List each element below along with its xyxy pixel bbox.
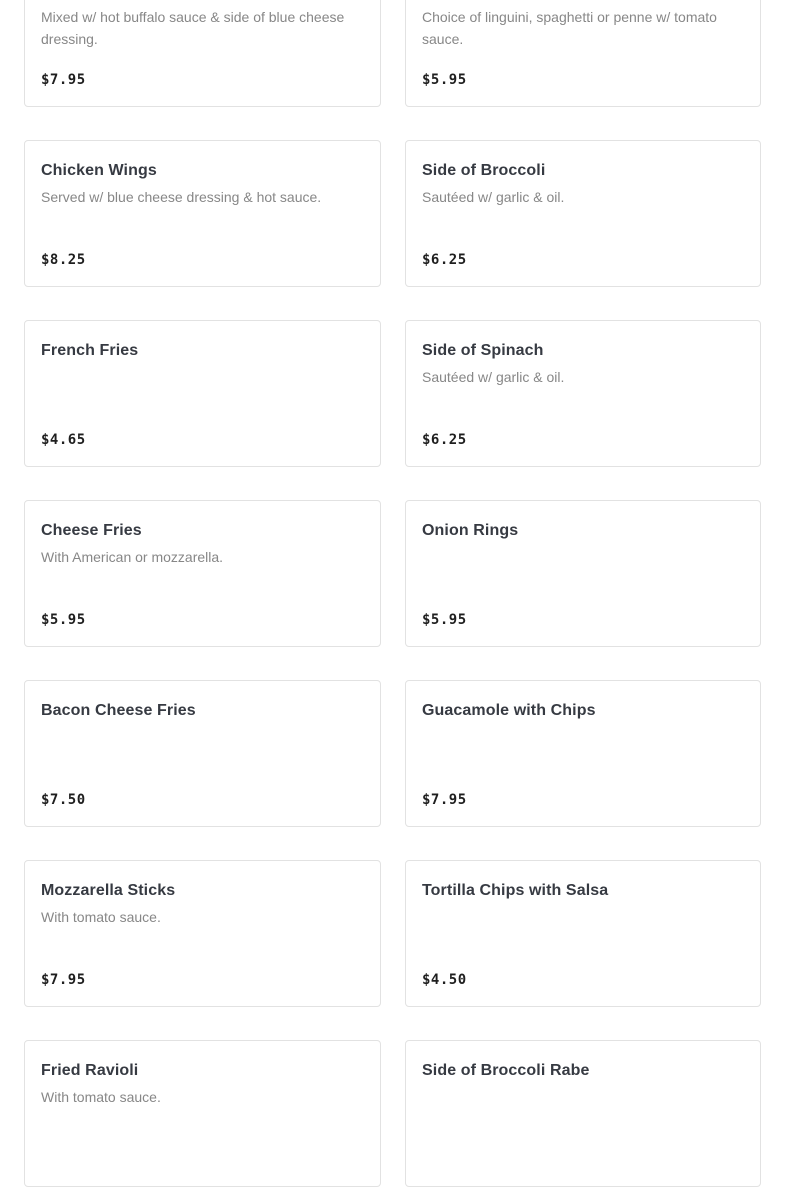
menu-item-price: $6.25 bbox=[422, 252, 467, 268]
menu-item-price: $7.95 bbox=[41, 972, 86, 988]
menu-item-card[interactable] bbox=[405, 500, 761, 647]
menu-item-card[interactable] bbox=[405, 680, 761, 827]
menu-item-title: Mozzarella Sticks bbox=[41, 882, 176, 899]
menu-item-title: French Fries bbox=[41, 342, 139, 359]
menu-item-card[interactable] bbox=[24, 680, 381, 827]
menu-item-card[interactable] bbox=[24, 140, 381, 287]
menu-item-description: Served w/ blue cheese dressing & hot sauce. bbox=[41, 189, 322, 205]
menu-item-price: $4.50 bbox=[422, 972, 467, 988]
menu-item-price: $7.95 bbox=[422, 792, 467, 808]
menu-item-price: $5.95 bbox=[422, 612, 467, 628]
menu-item-price: $8.25 bbox=[41, 252, 86, 268]
menu-item-title: Side of Broccoli bbox=[422, 162, 546, 179]
menu-item-title: Side of Broccoli Rabe bbox=[422, 1062, 590, 1079]
menu-item-description: Sautéed w/ garlic & oil. bbox=[422, 369, 565, 385]
menu-item-description: Mixed w/ hot buffalo sauce & side of blue cheese dressing. bbox=[41, 9, 345, 47]
menu-item-title: Fried Ravioli bbox=[41, 1062, 139, 1079]
menu-item-title: Chicken Wings bbox=[41, 162, 157, 179]
menu-item-title: Onion Rings bbox=[422, 522, 519, 539]
menu-item-price: $5.95 bbox=[422, 72, 467, 88]
menu-item-price: $5.95 bbox=[41, 612, 86, 628]
menu-item-price: $7.95 bbox=[41, 72, 86, 88]
menu-item-title: Bacon Cheese Fries bbox=[41, 702, 196, 719]
menu-item-card[interactable] bbox=[24, 1040, 381, 1187]
menu-item-price: $4.65 bbox=[41, 432, 86, 448]
menu-item-card[interactable] bbox=[405, 1040, 761, 1187]
menu-item-title: Cheese Fries bbox=[41, 522, 142, 539]
menu-item-description: Sautéed w/ garlic & oil. bbox=[422, 189, 565, 205]
menu-item-card[interactable] bbox=[405, 860, 761, 1007]
menu-item-card[interactable] bbox=[24, 500, 381, 647]
menu-item-grid bbox=[24, 0, 761, 1187]
menu-item-card[interactable] bbox=[405, 320, 761, 467]
menu-item-title bbox=[422, 0, 744, 2]
menu-item-description: With tomato sauce. bbox=[41, 909, 161, 925]
menu-item-card[interactable] bbox=[24, 860, 381, 1007]
menu-item-title: Tortilla Chips with Salsa bbox=[422, 882, 609, 899]
menu-item-description: With tomato sauce. bbox=[41, 1089, 161, 1105]
menu-item-description: With American or mozzarella. bbox=[41, 549, 224, 565]
menu-item-description: Choice of linguini, spaghetti or penne w/ tomato sauce. bbox=[422, 9, 717, 47]
menu-item-card[interactable] bbox=[24, 0, 381, 107]
menu-item-card[interactable] bbox=[405, 140, 761, 287]
menu-item-card[interactable] bbox=[24, 320, 381, 467]
menu-item-price: $7.50 bbox=[41, 792, 86, 808]
menu-item-title: Side of Spinach bbox=[422, 342, 544, 359]
menu-item-title: Guacamole with Chips bbox=[422, 702, 596, 719]
menu-item-card[interactable] bbox=[405, 0, 761, 107]
menu-item-price: $6.25 bbox=[422, 432, 467, 448]
menu-item-title bbox=[41, 0, 364, 2]
